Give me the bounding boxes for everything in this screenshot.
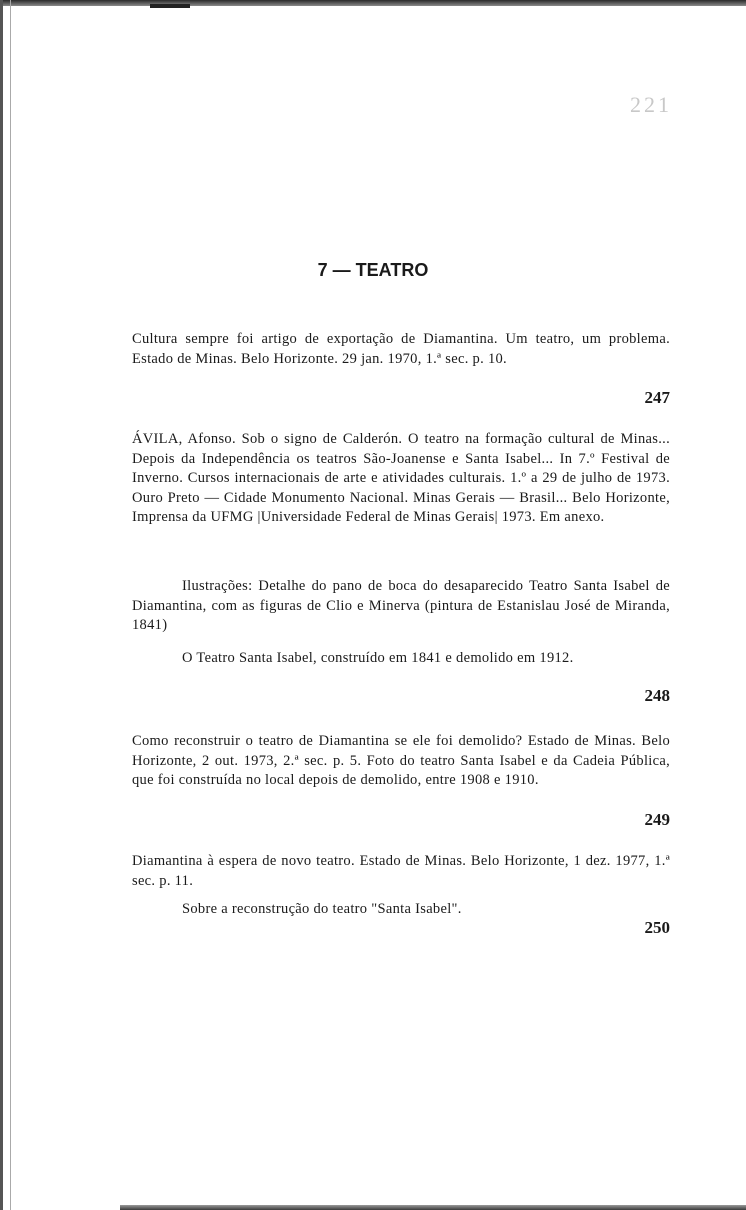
scan-left-edge (0, 0, 3, 1210)
entry-note: Sobre a reconstrução do teatro "Santa Isabel". (182, 901, 462, 917)
entry-number: 247 (644, 388, 670, 407)
entry-text: Cultura sempre foi artigo de exportação de Diamantina. Um teatro, um problema. Estado de Minas. Belo Horizonte. 29 jan. 1970, 1.ª sec. p. 10. (132, 331, 670, 367)
scan-bottom-edge (120, 1205, 746, 1210)
entry-note: O Teatro Santa Isabel, construído em 1841 e demolido em 1912. (182, 650, 574, 666)
entry-number: 249 (644, 810, 670, 829)
scan-left-line (10, 0, 11, 1210)
entry-text: Como reconstruir o teatro de Diamantina se ele foi demolido? Estado de Minas. Belo Horizonte, 2 out. 1973, 2.ª sec. p. 5. Foto do teatro Santa Isabel e da Cadeia Pública, que foi construída no local depois de demolido, entre 1908 e 1910. (132, 733, 670, 788)
entry-text: ÁVILA, Afonso. Sob o signo de Calderón. O teatro na formação cultural de Minas... Depois da Independência os teatros São-Joanense e Santa Isabel... In 7.º Festival de Inverno. Cursos internacionais de arte e atividades culturais. 1.º a 29 de julho de 1973. Ouro Preto — Cidade Monumento Nacional. Minas Gerais — Brasil... Belo Horizonte, Imprensa da UFMG |Universidade Federal de Minas Gerais| 1973. Em anexo. (132, 431, 670, 525)
entry-text: Diamantina à espera de novo teatro. Estado de Minas. Belo Horizonte, 1 dez. 1977, 1.ª sec. p. 11. (132, 853, 670, 889)
page-number: 221 (630, 92, 672, 117)
scan-mark (150, 4, 190, 8)
entry-number: 250 (644, 918, 670, 937)
section-heading: 7 — TEATRO (317, 260, 429, 280)
entry-note: Ilustrações: Detalhe do pano de boca do desaparecido Teatro Santa Isabel de Diamantina, com as figuras de Clio e Minerva (pintura de Estanislau José de Miranda, 1841) (132, 578, 670, 633)
entry-number: 248 (644, 686, 670, 705)
scan-top-edge (0, 0, 746, 6)
